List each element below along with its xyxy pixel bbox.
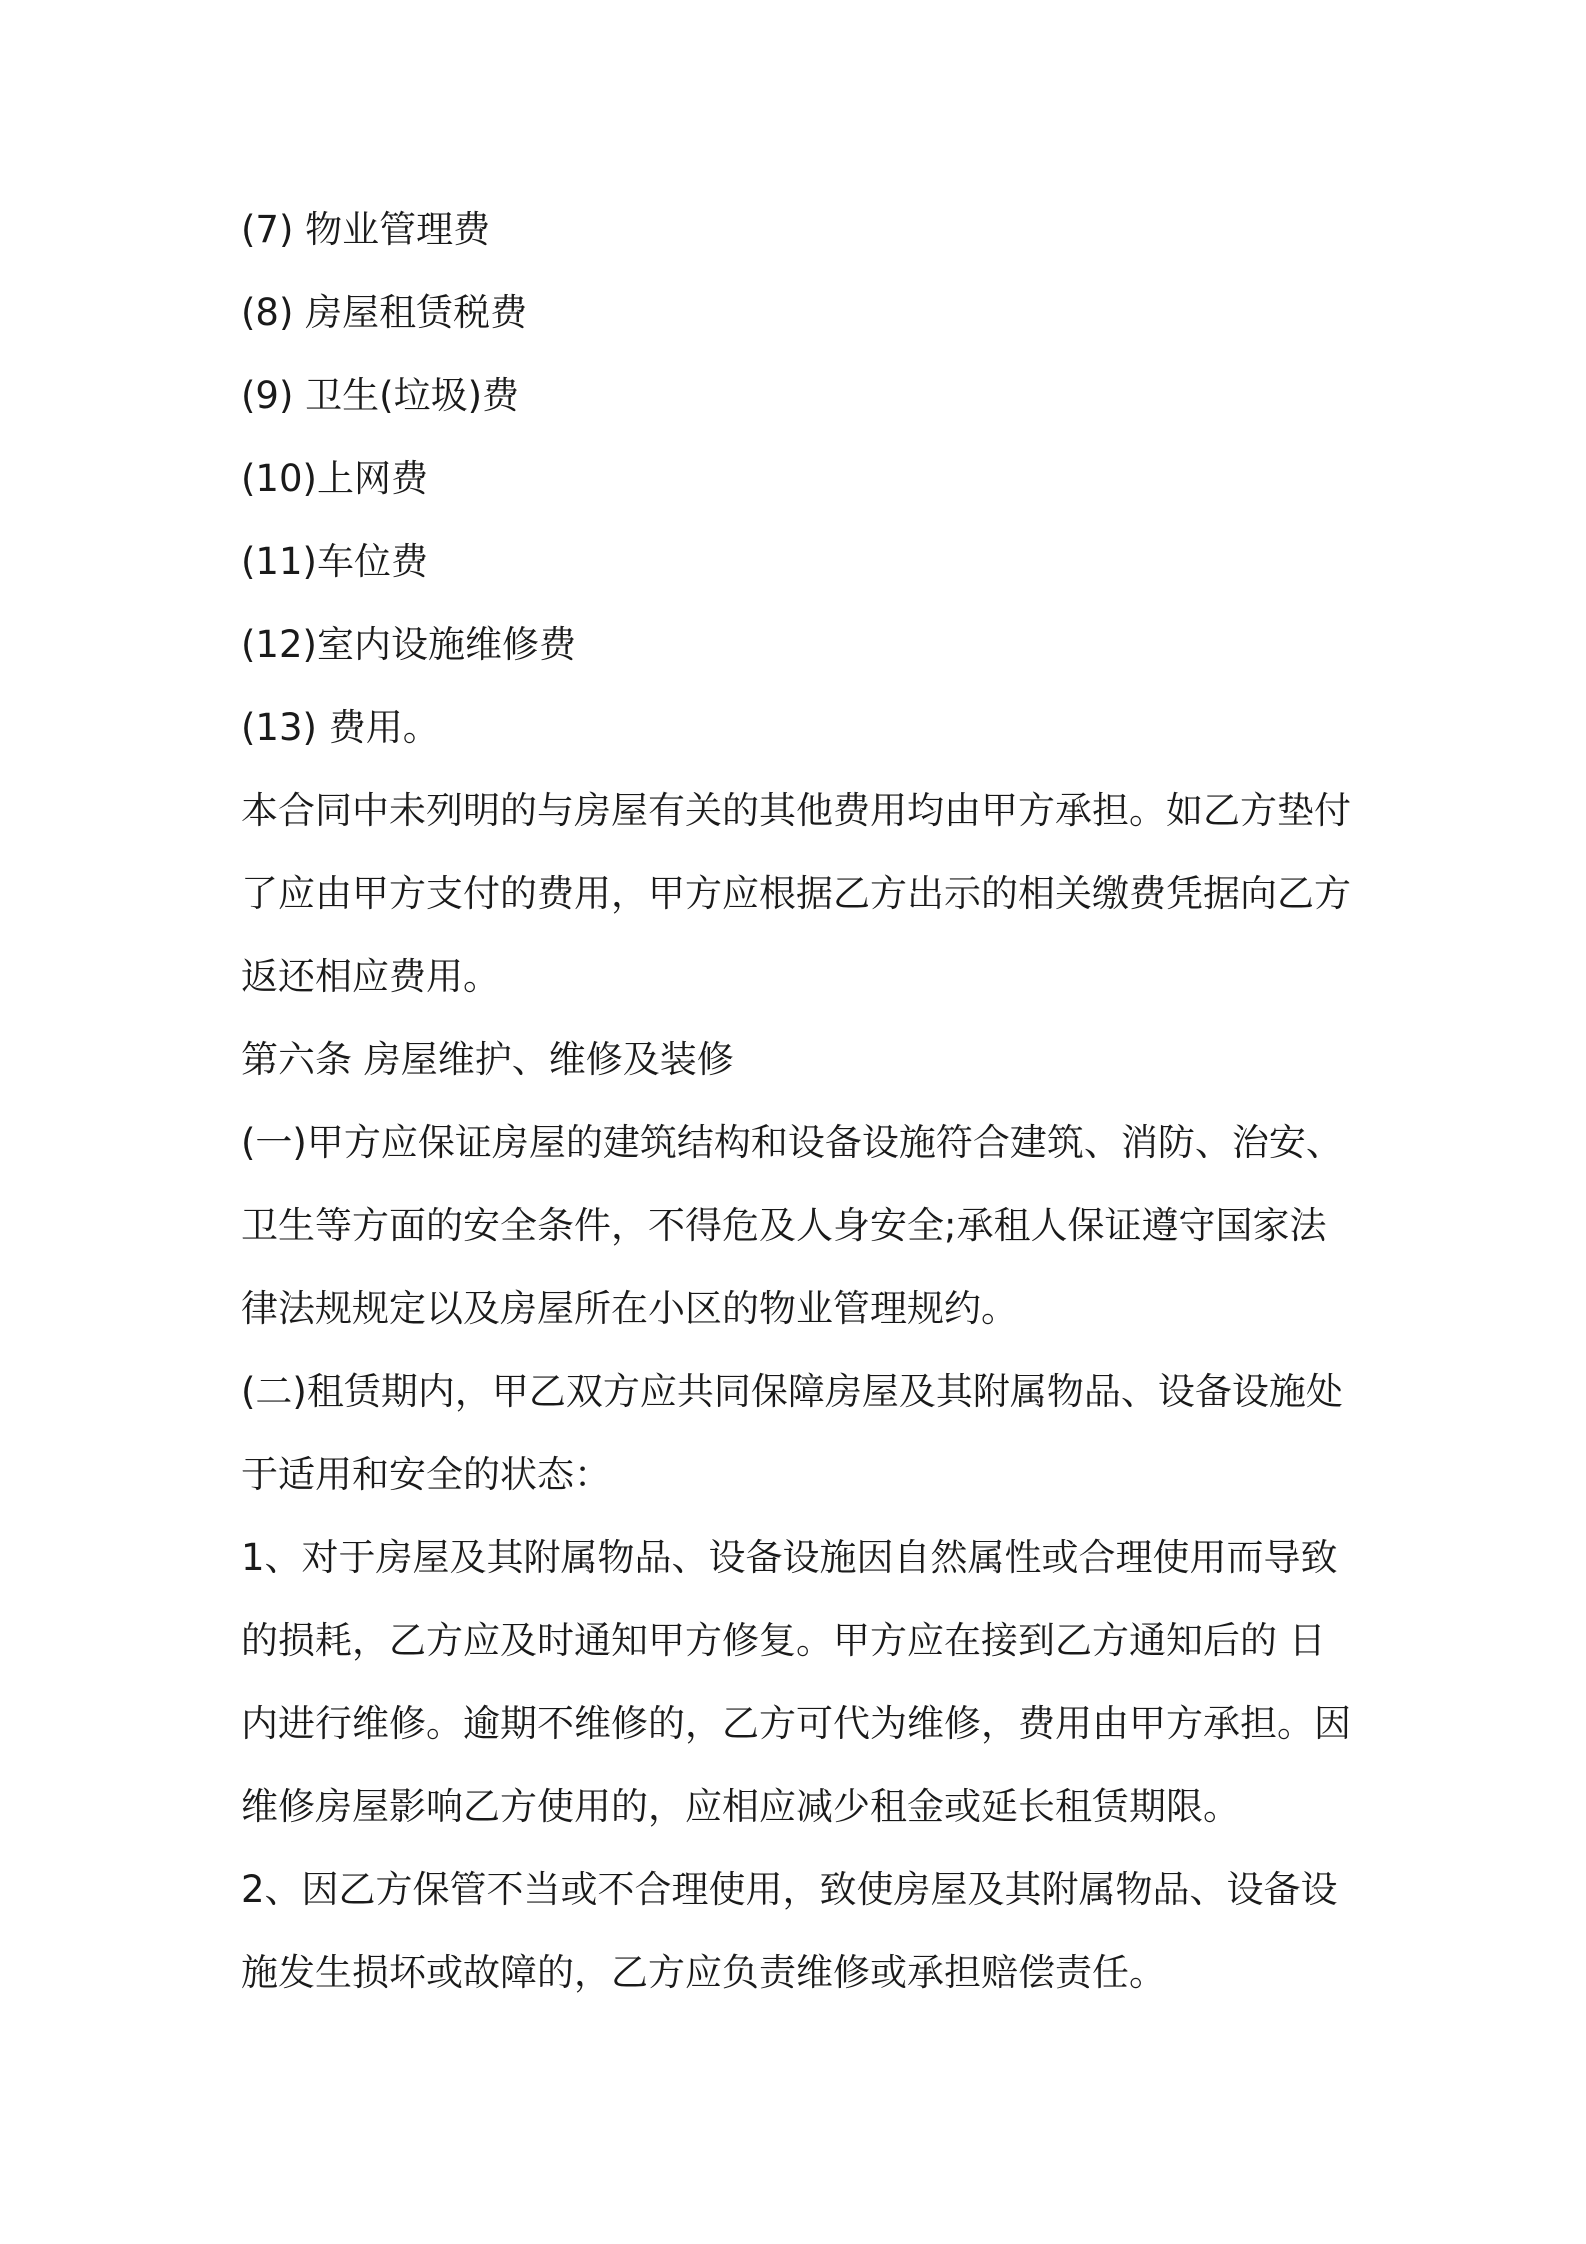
paragraph-line: 2、因乙方保管不当或不合理使用，致使房屋及其附属物品、设备设 (241, 1868, 1338, 1911)
paragraph-line: 本合同中未列明的与房屋有关的其他费用均由甲方承担。如乙方垫付 (241, 789, 1351, 832)
paragraph-line: 返还相应费用。 (241, 955, 500, 998)
paragraph-line: 内进行维修。逾期不维修的，乙方可代为维修，费用由甲方承担。因 (241, 1702, 1351, 1745)
fee-item-8: (8) 房屋租赁税费 (241, 291, 528, 334)
paragraph-line: 于适用和安全的状态： (241, 1453, 611, 1496)
fee-item-12: (12)室内设施维修费 (241, 623, 576, 666)
paragraph-line: 1、对于房屋及其附属物品、设备设施因自然属性或合理使用而导致 (241, 1536, 1338, 1579)
fee-item-11: (11)车位费 (241, 540, 428, 583)
paragraph-line: (一)甲方应保证房屋的建筑结构和设备设施符合建筑、消防、治安、 (241, 1121, 1343, 1164)
fee-item-13: (13) 费用。 (241, 706, 440, 749)
paragraph-line: 卫生等方面的安全条件，不得危及人身安全;承租人保证遵守国家法 (241, 1204, 1327, 1247)
paragraph-line: (二)租赁期内，甲乙双方应共同保障房屋及其附属物品、设备设施处 (241, 1370, 1343, 1413)
fee-item-10: (10)上网费 (241, 457, 428, 500)
paragraph-line: 施发生损坏或故障的，乙方应负责维修或承担赔偿责任。 (241, 1951, 1166, 1994)
paragraph-line: 律法规规定以及房屋所在小区的物业管理规约。 (241, 1287, 1018, 1330)
section-heading: 第六条 房屋维护、维修及装修 (241, 1038, 734, 1081)
fee-item-9: (9) 卫生(垃圾)费 (241, 374, 520, 417)
paragraph-line: 维修房屋影响乙方使用的，应相应减少租金或延长租赁期限。 (241, 1785, 1240, 1828)
fee-item-7: (7) 物业管理费 (241, 208, 491, 251)
paragraph-line: 的损耗，乙方应及时通知甲方修复。甲方应在接到乙方通知后的 日 (241, 1619, 1326, 1662)
paragraph-line: 了应由甲方支付的费用，甲方应根据乙方出示的相关缴费凭据向乙方 (241, 872, 1351, 915)
